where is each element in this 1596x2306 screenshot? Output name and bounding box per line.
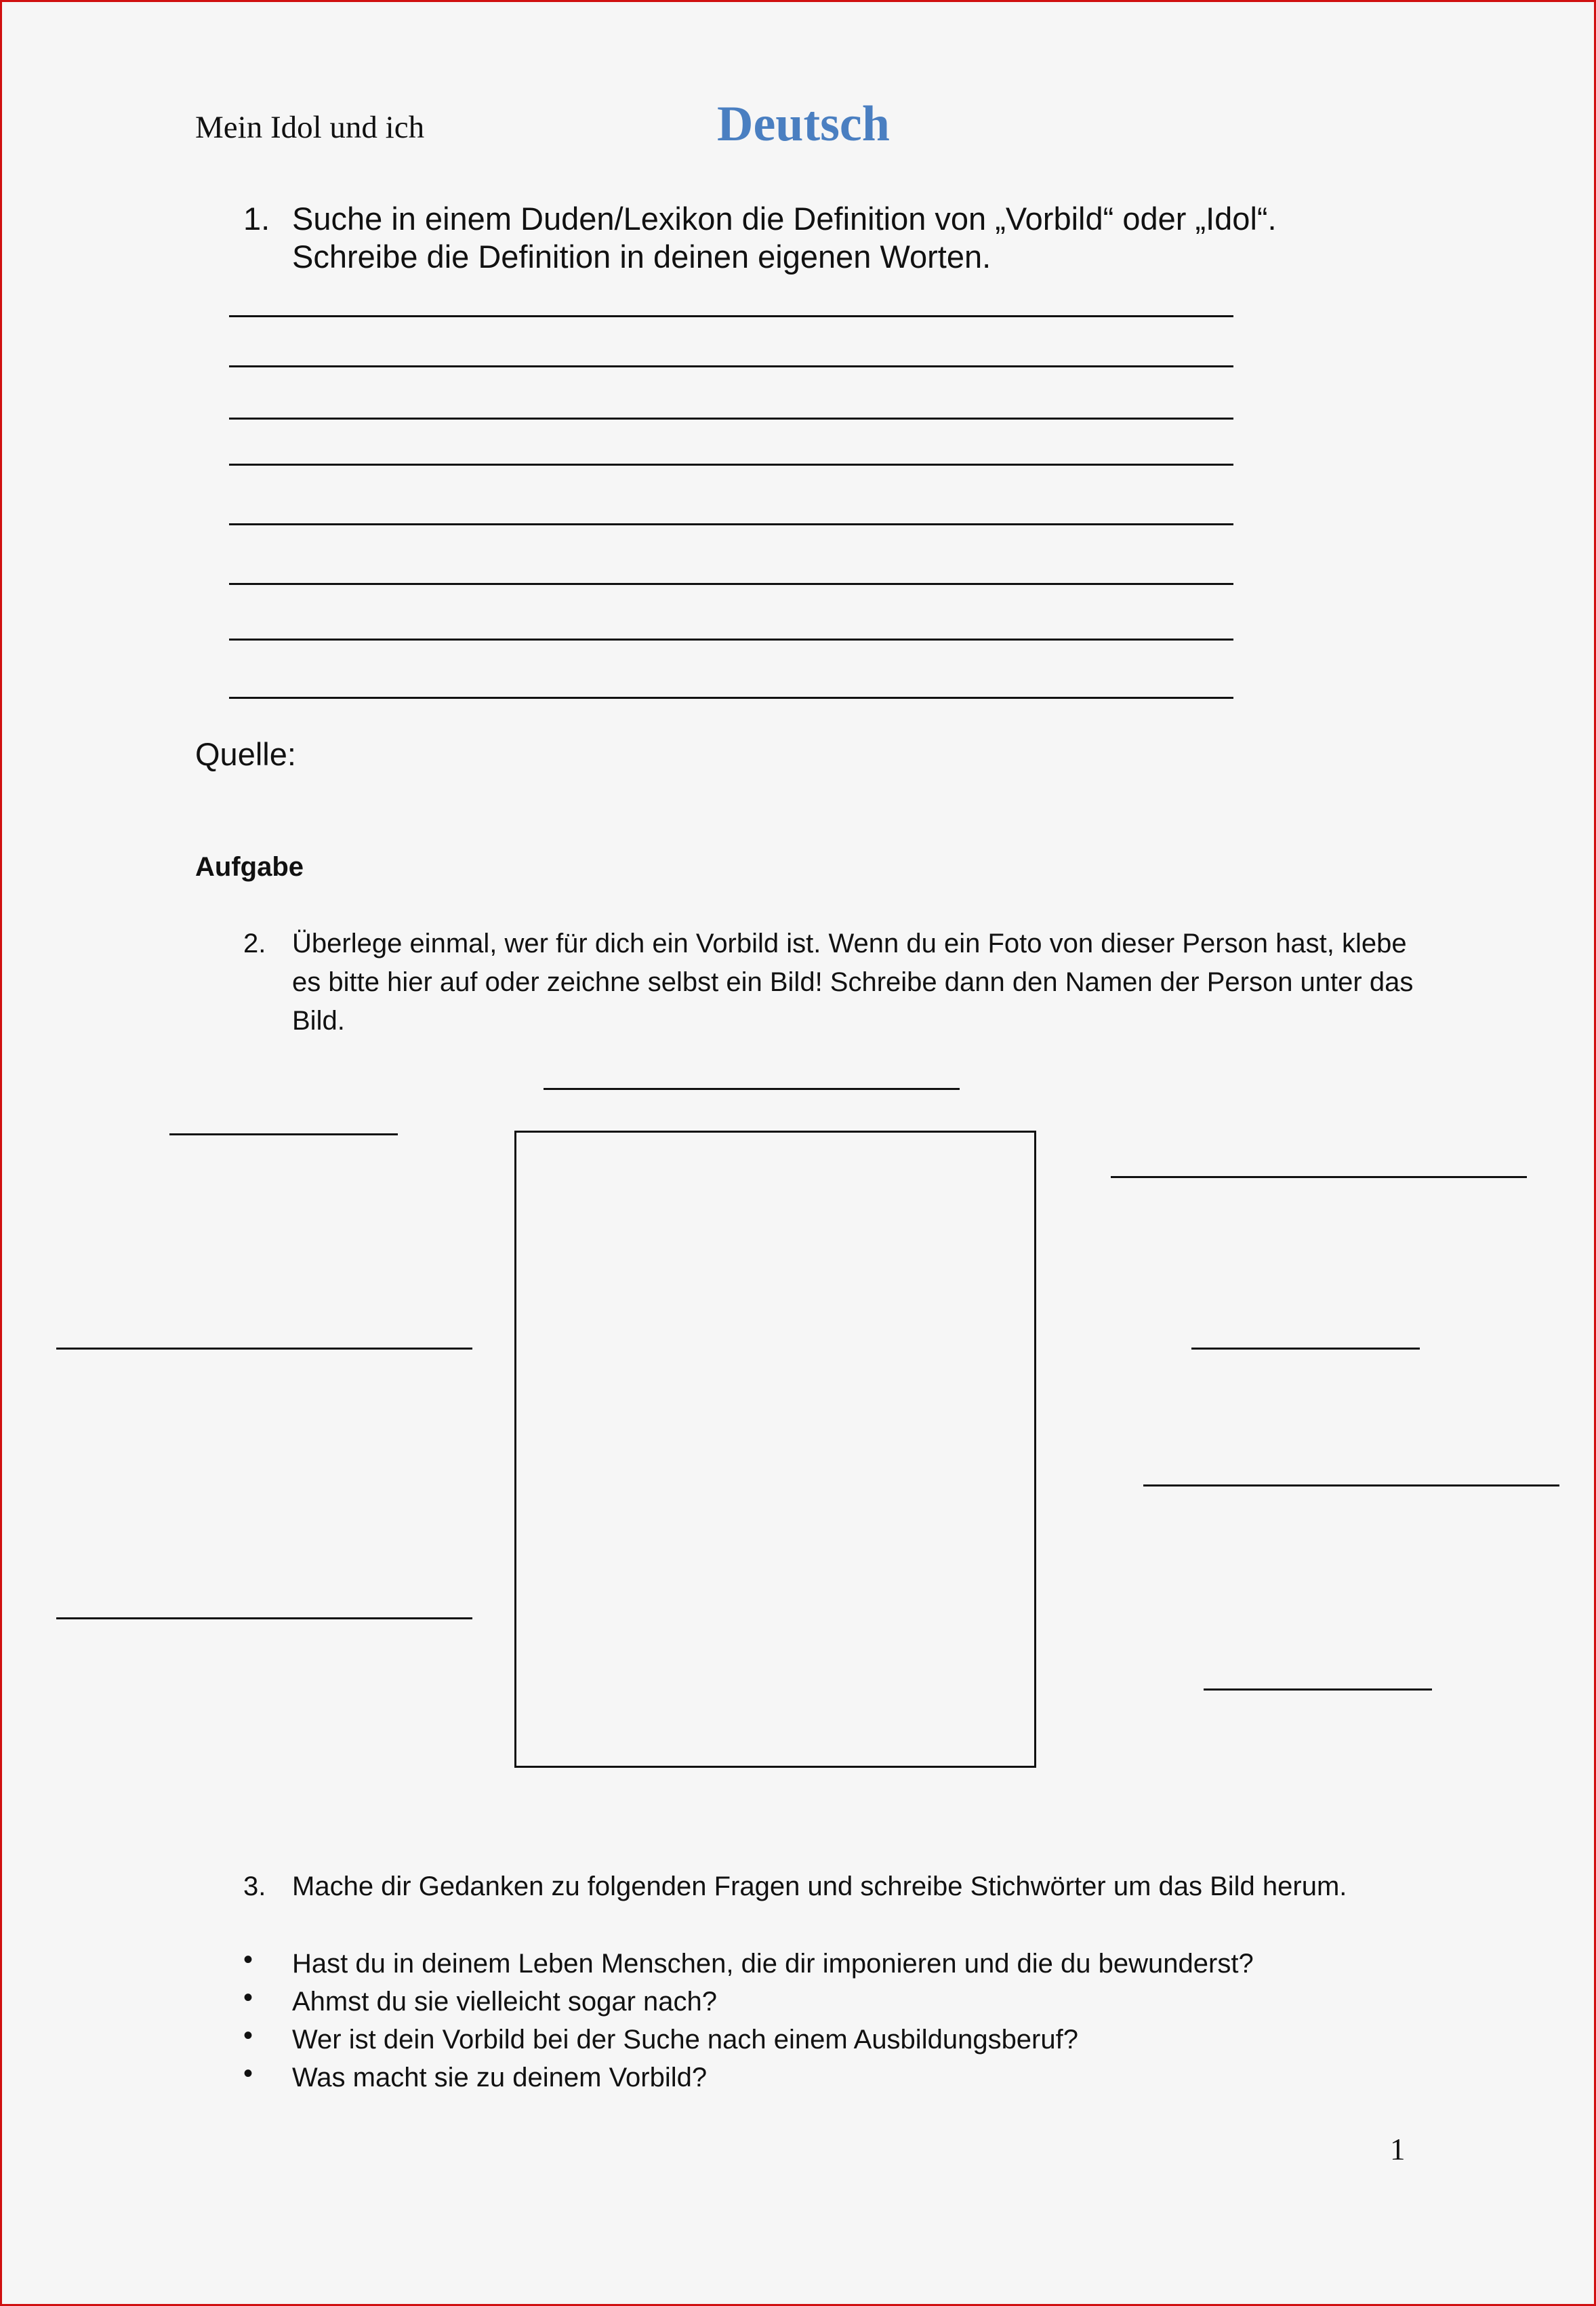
worksheet-title: Mein Idol und ich: [195, 110, 425, 145]
bullet-icon: •: [243, 1983, 253, 2012]
photo-frame[interactable]: [514, 1131, 1036, 1768]
task-3-number: 3.: [243, 1872, 266, 1901]
task-2-line-3: Bild.: [292, 1006, 345, 1036]
keyword-line[interactable]: [1111, 1176, 1527, 1178]
keyword-line[interactable]: [1143, 1484, 1559, 1486]
bullet-icon: •: [243, 1945, 253, 1975]
page-number: 1: [1390, 2132, 1406, 2166]
keyword-line[interactable]: [169, 1133, 398, 1135]
writing-line[interactable]: [229, 464, 1233, 466]
keyword-line[interactable]: [1191, 1348, 1420, 1350]
question-text: Wer ist dein Vorbild bei der Suche nach einem Ausbildungsberuf?: [292, 2025, 1078, 2055]
name-line[interactable]: [544, 1088, 960, 1090]
task-1-line-1: Suche in einem Duden/Lexikon die Definition von „Vorbild“ oder „Idol“.: [292, 201, 1277, 237]
writing-line[interactable]: [229, 523, 1233, 525]
question-text: Was macht sie zu deinem Vorbild?: [292, 2063, 708, 2092]
keyword-line[interactable]: [1204, 1688, 1432, 1691]
assignment-heading: Aufgabe: [195, 852, 304, 882]
question-text: Hast du in deinem Leben Menschen, die dir imponieren und die du bewunderst?: [292, 1949, 1254, 1979]
keyword-line[interactable]: [56, 1617, 472, 1619]
subject-title: Deutsch: [717, 96, 890, 152]
source-label: Quelle:: [195, 736, 296, 772]
task-2-line-2: es bitte hier auf oder zeichne selbst ein Bild! Schreibe dann den Namen der Person unter das: [292, 967, 1414, 997]
question-text: Ahmst du sie vielleicht sogar nach?: [292, 1987, 717, 2017]
writing-line[interactable]: [229, 315, 1233, 317]
task-1-line-2: Schreibe die Definition in deinen eigenen Worten.: [292, 239, 991, 275]
writing-line[interactable]: [229, 583, 1233, 585]
task-3-text: Mache dir Gedanken zu folgenden Fragen und schreibe Stichwörter um das Bild herum.: [292, 1872, 1347, 1901]
writing-line[interactable]: [229, 639, 1233, 641]
writing-line[interactable]: [229, 697, 1233, 699]
task-2-line-1: Überlege einmal, wer für dich ein Vorbild ist. Wenn du ein Foto von dieser Person hast, klebe: [292, 929, 1407, 958]
bullet-icon: •: [243, 2059, 253, 2088]
task-1-number: 1.: [243, 201, 270, 237]
bullet-icon: •: [243, 2021, 253, 2050]
writing-line[interactable]: [229, 365, 1233, 367]
writing-line[interactable]: [229, 418, 1233, 420]
keyword-line[interactable]: [56, 1348, 472, 1350]
task-2-number: 2.: [243, 929, 266, 958]
